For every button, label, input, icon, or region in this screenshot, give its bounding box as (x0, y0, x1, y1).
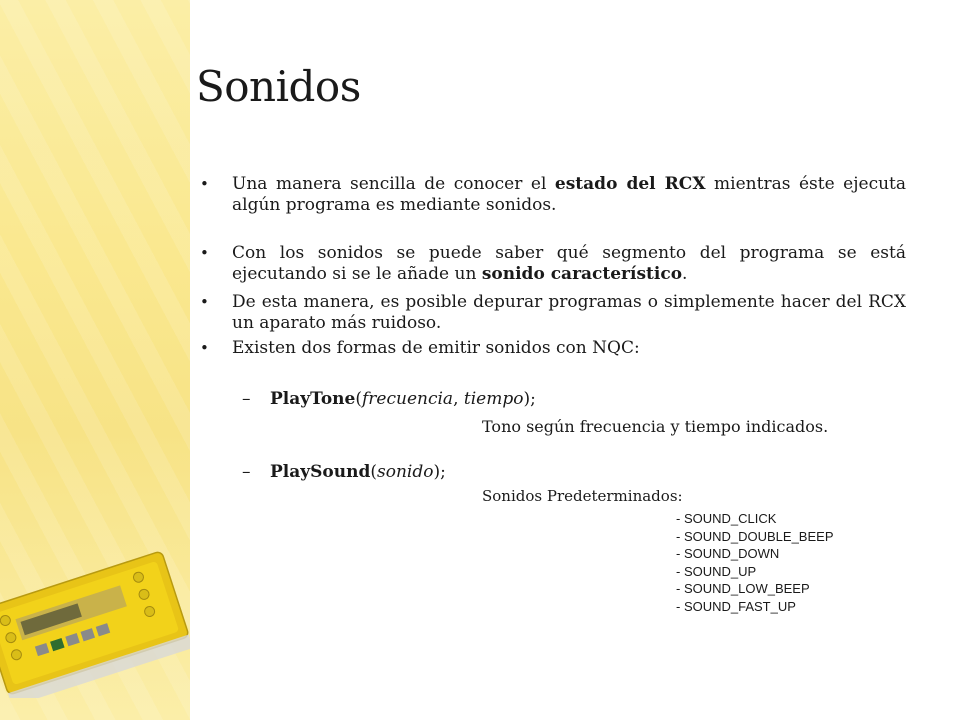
bullet-text: Con los sonidos se puede saber qué segmento del programa se está ejecutando si se le añade un sonido característico. (232, 243, 906, 284)
bullet-sonido-caracteristico (196, 243, 906, 285)
sound-item: - SOUND_DOUBLE_BEEP (676, 528, 834, 544)
playtone-signature: PlayTone(frecuencia, tiempo); (270, 389, 536, 409)
rcx-brick-image (0, 548, 190, 698)
bullet-dot: • (200, 244, 209, 262)
bullet-estado-rcx (196, 174, 906, 216)
bullet-emphasis: estado del RCX (554, 174, 706, 194)
bullet-text: Una manera sencilla de conocer el estado del RCX mientras éste ejecuta algún programa es mediante sonidos. (232, 174, 906, 215)
bullet-dot: • (200, 339, 209, 357)
slide-title: Sonidos (196, 62, 361, 111)
bullet-dot: • (200, 175, 209, 193)
sound-item: - SOUND_LOW_BEEP (676, 581, 810, 596)
bullet-dos-formas (196, 338, 906, 359)
playtone-description: Tono según frecuencia y tiempo indicados. (482, 417, 829, 436)
playtone-item (242, 389, 536, 410)
bullet-text: De esta manera, es posible depurar programas o simplemente hacer del RCX un aparato más ruidoso. (232, 292, 906, 333)
sound-item: - SOUND_UP (676, 563, 757, 579)
sound-item: - SOUND_CLICK (676, 511, 777, 526)
bullet-depurar (196, 292, 906, 334)
sub-dash: – (242, 462, 251, 482)
sub-dash: – (242, 389, 251, 409)
playsound-description: Sonidos Predeterminados: (482, 487, 683, 505)
sound-item: - SOUND_DOWN (676, 546, 780, 561)
bullet-text: Existen dos formas de emitir sonidos con NQC: (232, 338, 640, 358)
sound-list (676, 510, 834, 615)
bullet-dot: • (200, 293, 209, 311)
playsound-item (242, 462, 446, 483)
bullet-emphasis: sonido característico (481, 264, 683, 284)
sound-item: - SOUND_FAST_UP (676, 598, 796, 614)
playsound-signature: PlaySound(sonido); (270, 462, 446, 482)
